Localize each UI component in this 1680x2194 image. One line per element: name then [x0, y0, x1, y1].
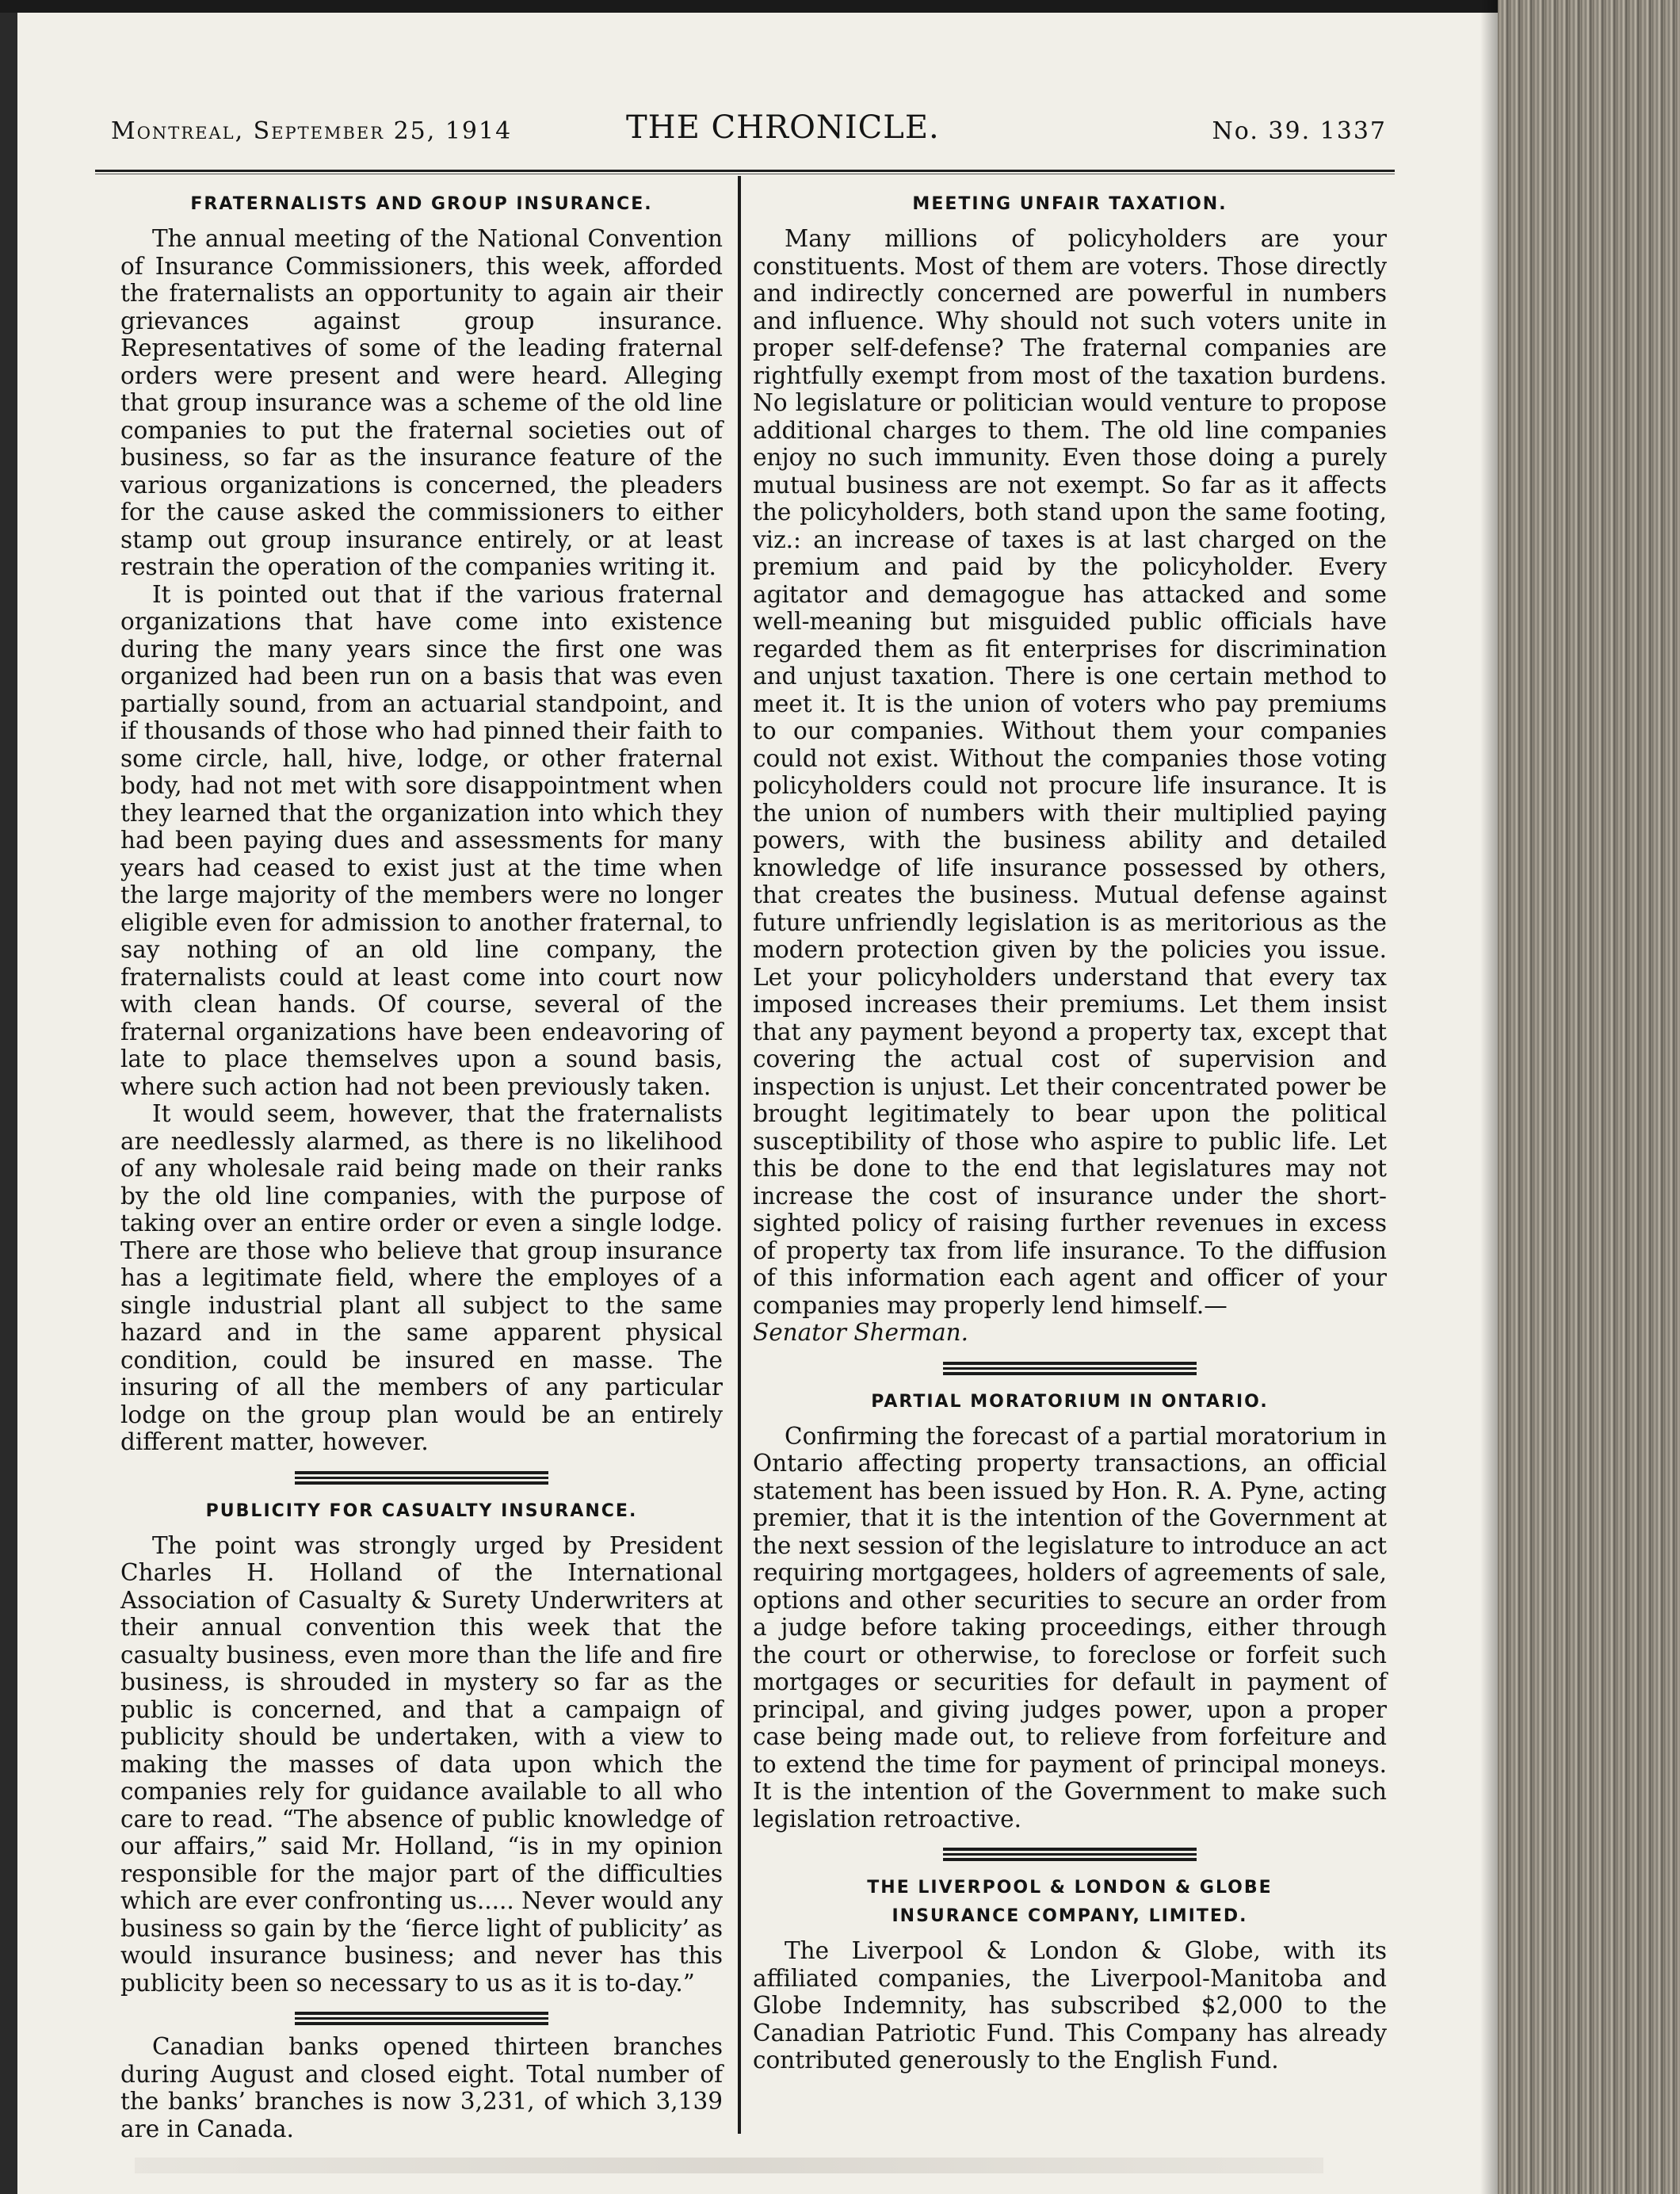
article-signature: Senator Sherman.: [753, 1319, 969, 1346]
issue-number: No. 39. 1337: [1212, 117, 1387, 145]
article-paragraph: Canadian banks opened thirteen branches during August and closed eight. Total number of the banks’ branches is now 3,231, of which 3,139 are in Canada.: [120, 2033, 723, 2142]
article-paragraph: The Liverpool & London & Globe, with its affiliated companies, the Liverpool-Manitoba and Globe Indemnity, has subscribed $2,000 to the Canadian Patriotic Fund. This Company has already contributed generously to the English Fund.: [753, 1937, 1387, 2074]
article-heading: FRATERNALISTS AND GROUP INSURANCE.: [190, 194, 653, 214]
bleed-through-text: [135, 2158, 1323, 2173]
book-page-edges: [1498, 0, 1680, 2194]
article-heading-line2: INSURANCE COMPANY, LIMITED.: [892, 1906, 1248, 1926]
article-heading: MEETING UNFAIR TAXATION.: [912, 194, 1228, 214]
right-column: [753, 179, 1387, 2074]
article-paragraph: It would seem, however, that the fraternalists are needlessly alarmed, as there is no likelihood of any wholesale raid being made on their ranks by the old line companies, with the purpose of taking over an entire order or even a single lodge. There are those who believe that group insurance has a legitimate field, where the employes of a single industrial plant all subject to the same hazard and in the same apparent physical condition, could be insured en masse. The insuring of all the members of any particular lodge on the group plan would be an entirely different matter, however.: [120, 1100, 723, 1455]
article-paragraph: Many millions of policyholders are your constituents. Most of them are voters. Those directly and indirectly concerned are powerful in numbers and influence. Why should not such voters unite in proper self-defense? The fraternal companies are rightfully exempt from most of the taxation burdens. No legislature or politician would venture to propose additional charges to them. The old line companies enjoy no such immunity. Even those doing a purely mutual business are not exempt. So far as it affects the policyholders, both stand upon the same footing, viz.: an increase of taxes is at last charged on the premium and paid by the policyholder. Every agitator and demagogue has attacked and some well-meaning but misguided public officials have regarded them as fit enterprises for discrimination and unjust taxation. There is one certain method to meet it. It is the union of voters who pay premiums to our companies. Without them your companies could not exist. Without the companies those voting policyholders could not procure life insurance. It is the union of numbers with their multiplied paying powers, with the business ability and detailed knowledge of life insurance possessed by others, that creates the business. Mutual defense against future unfriendly legislation is as meritorious as the modern protection given by the policies you issue. Let your policyholders understand that every tax imposed increases their premiums. Let them insist that any payment beyond a property tax, except that covering the actual cost of supervision and inspection is unjust. Let their concentrated power be brought legitimately to bear upon the political susceptibility of those who aspire to public life. Let this be done to the end that legislatures may not increase the cost of insurance under the short-sighted policy of raising further revenues in excess of property tax from life insurance. To the diffusion of this information each agent and officer of your companies may properly lend himself.—: [753, 225, 1387, 1319]
journal-title: THE CHRONICLE.: [626, 109, 940, 146]
header-rule: [95, 170, 1395, 172]
article-heading: PARTIAL MORATORIUM IN ONTARIO.: [871, 1391, 1269, 1412]
section-divider: [295, 1469, 548, 1486]
article-paragraph: Confirming the forecast of a partial moratorium in Ontario affecting property transactions, an official statement has been issued by Hon. R. A. Pyne, acting premier, that it is the intention of the Government at the next session of the legislature to introduce an act requiring mortgagees, holders of agreements of sale, options and other securities to secure an order from a judge before taking proceedings, either through the court or otherwise, to foreclose or forfeit such mortgages or securities for default in payment of principal, and giving judges power, upon a proper case being made out, to relieve from forfeiture and to extend the time for payment of principal moneys. It is the intention of the Government to make such legislation retroactive.: [753, 1422, 1387, 1833]
article-paragraph: It is pointed out that if the various fraternal organizations that have come into existence during the many years since the first one was organized had been run on a basis that was even partially sound, from an actuarial standpoint, and if thousands of those who had pinned their faith to some circle, hall, hive, lodge, or other fraternal body, had not met with sore disappointment when they learned that the organization into which they had been paying dues and assessments for many years had ceased to exist just at the time when the large majority of the members were no longer eligible even for admission to another fraternal, to say nothing of an old line company, the fraternalists could at least come into court now with clean hands. Of course, several of the fraternal organizations have been endeavoring of late to place themselves upon a sound basis, where such action had not been previously taken.: [120, 580, 723, 1100]
article-heading: THE LIVERPOOL & LONDON & GLOBE: [867, 1878, 1273, 1898]
section-divider: [295, 2009, 548, 2027]
left-column: [120, 179, 723, 2142]
column-divider: [738, 176, 741, 2134]
section-divider: [943, 1845, 1197, 1863]
article-heading: PUBLICITY FOR CASUALTY INSURANCE.: [205, 1500, 638, 1521]
article-paragraph: The point was strongly urged by President Charles H. Holland of the International Association of Casualty & Surety Underwriters at their annual convention this week that the casualty business, even more than the life and fire business, is shrouded in mystery so far as the public is concerned, and that a campaign of publicity should be undertaken, with a view to making the masses of data upon which the companies rely for guidance available to all who care to read. “The absence of public knowledge of our affairs,” said Mr. Holland, “is in my opinion responsible for the major part of the difficulties which are ever confronting us..... Never would any business so gain by the ‘fierce light of publicity’ as would insurance business; and never has this publicity been so necessary to us as it is to-day.”: [120, 1531, 724, 1997]
article-paragraph: The annual meeting of the National Convention of Insurance Commissioners, this week, afforded the fraternalists an opportunity to again air their grievances against group insurance. Representatives of some of the leading fraternal orders were present and were heard. Alleging that group insurance was a scheme of the old line companies to put the fraternal societies out of business, so far as the insurance feature of the various organizations is concerned, the pleaders for the cause asked the commissioners to either stamp out group insurance entirely, or at least restrain the operation of the companies writing it.: [120, 225, 723, 580]
running-head: [111, 109, 1387, 154]
issue-date: Montreal, September 25, 1914: [111, 117, 513, 145]
section-divider: [943, 1359, 1197, 1377]
